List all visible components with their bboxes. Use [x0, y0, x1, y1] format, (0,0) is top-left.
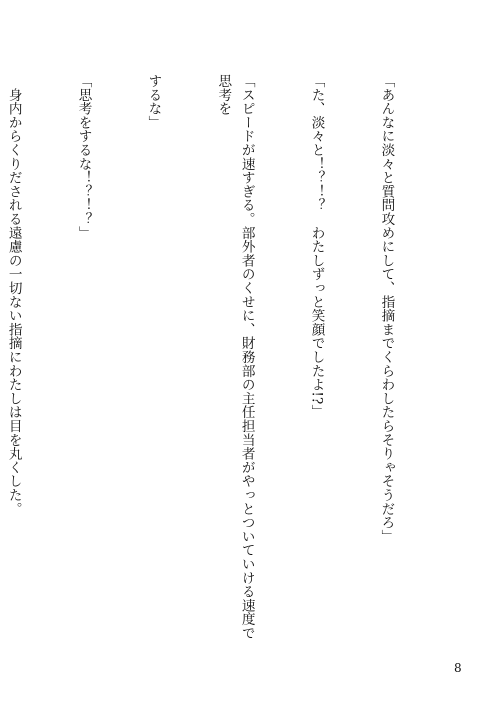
text-line: 「た、淡々と！？！？ わたしずっと笑顔でしたよ!?」	[308, 74, 325, 419]
text-line: 「思考をするな！？！？」	[75, 74, 92, 240]
text-line: 身内からくりだされる遠慮の一切ない指摘にわたしは目を丸くした。	[5, 74, 22, 516]
vertical-text-body	[5, 74, 444, 646]
text-line: するな」	[145, 74, 162, 130]
page-number: 8	[454, 661, 462, 675]
text-line: 「スピードが速すぎる。部外者のくせに、財務部の主任担当者がやっとついていける速度で思考を	[215, 74, 255, 640]
text-line: 「あんなに淡々と質問攻めにして、指摘までくらわしたらそりゃそうだろ」	[378, 74, 395, 544]
